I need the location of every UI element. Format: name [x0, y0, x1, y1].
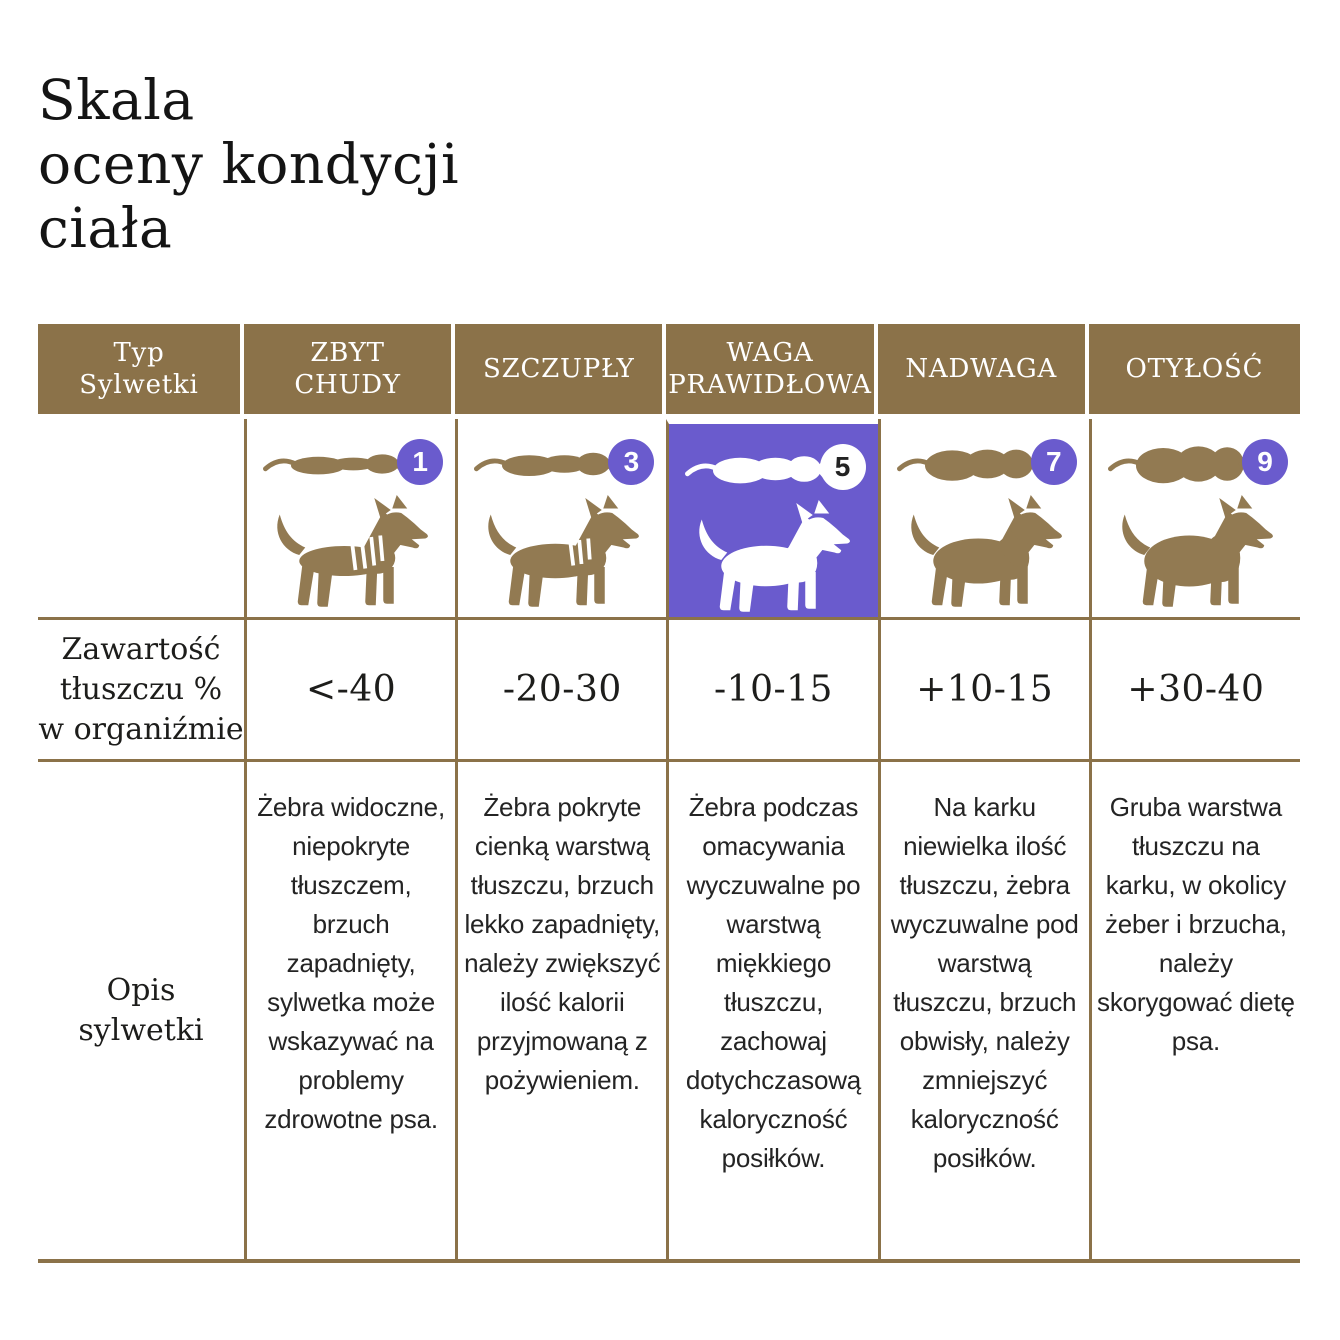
header-label-line: CHUDY: [294, 370, 401, 400]
header-cell-zbyt-chudy: [244, 324, 455, 414]
ideal-dog-side-view-icon: [684, 497, 862, 617]
fat-row-label-cell: [38, 620, 244, 759]
body-condition-table: [38, 324, 1300, 1263]
desc-row-label-line: Opis: [106, 972, 176, 1008]
description-cell: [878, 762, 1089, 1259]
score-badge: 5: [820, 444, 866, 490]
obese-dog-side-view-icon: [1107, 492, 1285, 612]
header-label-line: Typ: [113, 338, 165, 368]
score-badge: 1: [397, 439, 443, 485]
description-cell: [455, 762, 666, 1259]
header-label-line: ZBYT: [310, 338, 385, 368]
description-cell: [666, 762, 877, 1259]
fat-row-label-line: w organiźmie: [38, 711, 244, 747]
dog-silhouette-row: [38, 419, 1300, 617]
description-row: [38, 759, 1300, 1259]
desc-row-label: [78, 971, 203, 1051]
fat-row-label-line: Zawartość: [61, 631, 221, 667]
header-label-line: WAGA: [726, 338, 814, 368]
description-text: Żebra widoczne, niepokryte tłuszczem, brzuch zapadnięty, sylwetka może wskazywać na problemy zdrowotne psa.: [257, 792, 445, 1134]
fat-value: <-40: [306, 669, 397, 710]
fat-row-label-line: tłuszczu %: [59, 671, 223, 707]
page-title: [38, 68, 1302, 260]
header-cell-waga-prawidlowa: [666, 324, 877, 414]
fat-value: +30-40: [1127, 669, 1265, 710]
fat-value-cell: [455, 620, 666, 759]
page-title-line: ciała: [38, 196, 173, 260]
dog-cell-score-3: [455, 419, 666, 617]
desc-row-label-cell: [38, 762, 244, 1259]
table-header-row: [38, 324, 1300, 414]
score-badge: 7: [1031, 439, 1077, 485]
fat-value-cell: [878, 620, 1089, 759]
header-cell-nadwaga: [878, 324, 1089, 414]
header-label-line: SZCZUPŁY: [482, 354, 635, 384]
fat-row-label: [38, 630, 243, 750]
fat-percentage-row: [38, 617, 1300, 759]
header-label-line: PRAWIDŁOWA: [668, 370, 872, 400]
description-text: Gruba warstwa tłuszczu na karku, w okolicy żeber i brzucha, należy skorygować dietę psa.: [1097, 792, 1295, 1056]
header-label-line: OTYŁOŚĆ: [1125, 354, 1264, 384]
header-label-line: NADWAGA: [905, 354, 1058, 384]
page-title-line: Skala: [38, 68, 195, 132]
fat-value-cell: [244, 620, 455, 759]
fat-value-cell: [1089, 620, 1300, 759]
dog-cell-score-5-highlighted: [666, 419, 877, 617]
description-cell: [1089, 762, 1300, 1259]
description-cell: [244, 762, 455, 1259]
fat-value: -10-15: [714, 669, 833, 710]
overweight-dog-side-view-icon: [896, 492, 1074, 612]
score-badge: 3: [608, 439, 654, 485]
page-title-line: oceny kondycji: [38, 132, 460, 196]
header-cell-szczuply: [455, 324, 666, 414]
score-badge: 9: [1242, 439, 1288, 485]
description-text: Żebra podczas omacywania wyczuwalne po warstwą miękkiego tłuszczu, zachowaj dotychczasową kaloryczność posiłków.: [685, 792, 862, 1173]
fat-value: +10-15: [916, 669, 1054, 710]
header-label-line: Sylwetki: [79, 370, 199, 400]
dog-cell-score-7: [878, 419, 1089, 617]
emaciated-dog-side-view-icon: [262, 492, 440, 612]
description-text: Żebra pokryte cienką warstwą tłuszczu, brzuch lekko zapadnięty, należy zwiększyć ilość kalorii przyjmowaną z pożywieniem.: [464, 792, 661, 1095]
desc-row-label-line: sylwetki: [78, 1012, 204, 1048]
thin-dog-side-view-icon: [473, 492, 651, 612]
fat-value: -20-30: [502, 669, 622, 710]
fat-value-cell: [666, 620, 877, 759]
dog-cell-score-9: [1089, 419, 1300, 617]
header-cell-otylosc: [1089, 324, 1300, 414]
header-cell-typ-sylwetki: [38, 324, 244, 414]
dog-row-spacer-cell: [38, 419, 244, 617]
description-text: Na karku niewielka ilość tłuszczu, żebra wyczuwalne pod warstwą tłuszczu, brzuch obwisły, należy zmniejszyć kaloryczność posiłków.: [890, 792, 1079, 1173]
dog-cell-score-1: [244, 419, 455, 617]
